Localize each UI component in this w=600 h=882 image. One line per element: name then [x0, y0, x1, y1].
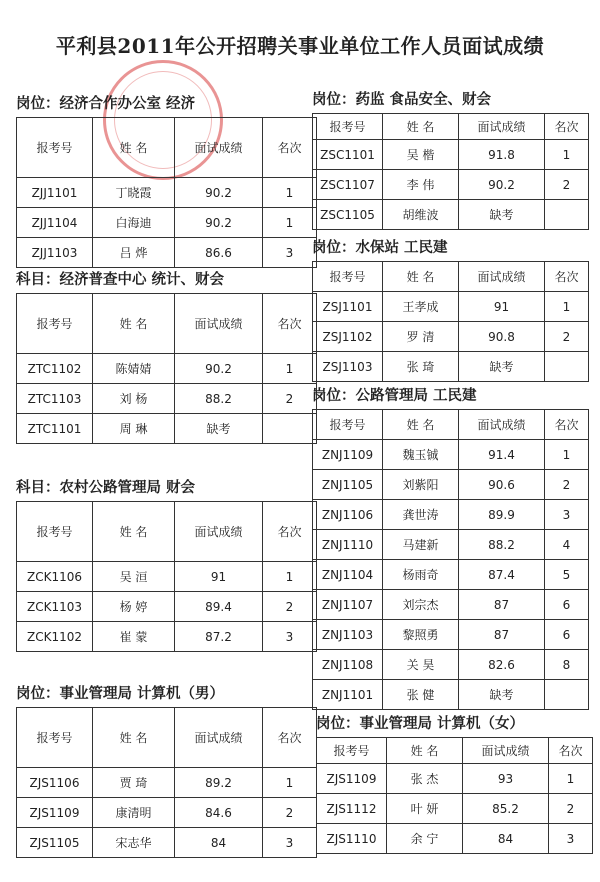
table-cell: 91 — [175, 562, 263, 592]
table-cell: 缺考 — [459, 200, 545, 230]
table-cell: ZNJ1105 — [313, 470, 383, 500]
table-row — [317, 764, 593, 794]
table-row — [17, 592, 317, 622]
column-header: 报考号 — [313, 410, 383, 440]
table-cell: 6 — [545, 620, 589, 650]
score-section — [316, 712, 593, 854]
table-cell: 91.4 — [459, 440, 545, 470]
table-cell: ZJS1109 — [17, 798, 93, 828]
table-cell: 张 琦 — [383, 352, 459, 382]
header-row — [317, 738, 593, 764]
table-cell: 88.2 — [175, 384, 263, 414]
table-row — [313, 292, 589, 322]
header-row — [313, 410, 589, 440]
table-cell: 吕 烨 — [93, 238, 175, 268]
table-cell: 周 琳 — [93, 414, 175, 444]
table-row — [313, 470, 589, 500]
table-cell: 1 — [263, 208, 317, 238]
table-row — [313, 140, 589, 170]
table-cell: 2 — [263, 798, 317, 828]
table-cell: 88.2 — [459, 530, 545, 560]
score-table — [16, 501, 317, 652]
table-row — [17, 768, 317, 798]
column-header: 面试成绩 — [175, 502, 263, 562]
score-table — [16, 707, 317, 858]
table-cell: 87.4 — [459, 560, 545, 590]
column-header: 面试成绩 — [175, 294, 263, 354]
table-cell: 张 杰 — [387, 764, 463, 794]
column-header: 报考号 — [313, 262, 383, 292]
table-cell: 张 健 — [383, 680, 459, 710]
table-row — [313, 530, 589, 560]
table-cell: ZSJ1102 — [313, 322, 383, 352]
table-cell: 缺考 — [175, 414, 263, 444]
table-cell: ZJS1112 — [317, 794, 387, 824]
table-cell: 1 — [545, 440, 589, 470]
table-cell: 1 — [545, 140, 589, 170]
table-row — [313, 500, 589, 530]
table-cell: 2 — [545, 322, 589, 352]
table-cell — [545, 680, 589, 710]
section-heading: 岗位：药监 食品安全、财会 — [312, 91, 492, 108]
table-cell: 84.6 — [175, 798, 263, 828]
table-cell: ZJJ1101 — [17, 178, 93, 208]
column-header: 名次 — [545, 114, 589, 140]
column-header: 姓 名 — [93, 118, 175, 178]
table-cell: 2 — [263, 592, 317, 622]
table-cell: ZTC1101 — [17, 414, 93, 444]
table-row — [17, 622, 317, 652]
table-row — [17, 178, 317, 208]
table-cell: 90.8 — [459, 322, 545, 352]
table-cell: 89.2 — [175, 768, 263, 798]
table-row — [17, 384, 317, 414]
header-row — [17, 502, 317, 562]
column-header: 报考号 — [313, 114, 383, 140]
table-cell: ZCK1102 — [17, 622, 93, 652]
table-cell: 1 — [263, 562, 317, 592]
score-section — [312, 236, 589, 382]
column-header: 姓 名 — [383, 410, 459, 440]
table-cell: 康清明 — [93, 798, 175, 828]
table-cell: ZJJ1103 — [17, 238, 93, 268]
table-cell: 90.2 — [175, 178, 263, 208]
column-header: 名次 — [549, 738, 593, 764]
column-header: 姓 名 — [383, 114, 459, 140]
table-cell: 罗 清 — [383, 322, 459, 352]
table-cell: 刘紫阳 — [383, 470, 459, 500]
table-cell: 王孝成 — [383, 292, 459, 322]
column-header: 面试成绩 — [459, 114, 545, 140]
table-cell: 贾 琦 — [93, 768, 175, 798]
table-cell: 85.2 — [463, 794, 549, 824]
section-heading: 科目：农村公路管理局 财会 — [16, 479, 196, 496]
column-header: 名次 — [263, 118, 317, 178]
column-header: 报考号 — [17, 708, 93, 768]
table-cell: ZSC1101 — [313, 140, 383, 170]
score-section — [16, 682, 317, 858]
column-header: 面试成绩 — [175, 708, 263, 768]
section-heading: 岗位：事业管理局 计算机（男） — [16, 685, 225, 702]
table-cell: 89.9 — [459, 500, 545, 530]
table-cell: 李 伟 — [383, 170, 459, 200]
table-cell: 宋志华 — [93, 828, 175, 858]
table-cell: 关 昊 — [383, 650, 459, 680]
column-header: 面试成绩 — [175, 118, 263, 178]
table-cell: ZNJ1108 — [313, 650, 383, 680]
table-cell: 2 — [263, 384, 317, 414]
table-cell: ZJS1110 — [317, 824, 387, 854]
table-cell: 1 — [549, 764, 593, 794]
column-header: 姓 名 — [93, 708, 175, 768]
table-cell: 胡维波 — [383, 200, 459, 230]
table-cell: 87.2 — [175, 622, 263, 652]
table-cell: 1 — [263, 768, 317, 798]
table-cell: 1 — [545, 292, 589, 322]
table-cell: 丁晓霞 — [93, 178, 175, 208]
section-heading: 岗位：事业管理局 计算机（女） — [316, 715, 525, 732]
table-cell: ZSC1107 — [313, 170, 383, 200]
table-cell — [263, 414, 317, 444]
score-section — [312, 88, 589, 230]
section-heading: 科目：经济普查中心 统计、财会 — [16, 271, 225, 288]
table-cell: ZNJ1103 — [313, 620, 383, 650]
column-header: 名次 — [263, 502, 317, 562]
table-cell: 3 — [545, 500, 589, 530]
table-cell: 2 — [545, 470, 589, 500]
table-cell: 吴 楷 — [383, 140, 459, 170]
table-row — [313, 590, 589, 620]
column-header: 姓 名 — [387, 738, 463, 764]
table-cell: 86.6 — [175, 238, 263, 268]
score-table — [316, 737, 593, 854]
table-cell: 1 — [263, 178, 317, 208]
table-cell: ZNJ1110 — [313, 530, 383, 560]
table-row — [313, 680, 589, 710]
table-cell: 90.6 — [459, 470, 545, 500]
table-row — [17, 798, 317, 828]
table-cell: 93 — [463, 764, 549, 794]
table-cell: 3 — [549, 824, 593, 854]
table-row — [17, 208, 317, 238]
table-cell: 89.4 — [175, 592, 263, 622]
table-row — [313, 440, 589, 470]
table-cell: 84 — [175, 828, 263, 858]
header-row — [17, 708, 317, 768]
table-cell: 5 — [545, 560, 589, 590]
table-cell: 90.2 — [459, 170, 545, 200]
table-cell: 6 — [545, 590, 589, 620]
score-table — [312, 113, 589, 230]
table-row — [313, 352, 589, 382]
section-heading: 岗位：公路管理局 工民建 — [312, 387, 477, 404]
table-row — [17, 562, 317, 592]
table-cell: 91.8 — [459, 140, 545, 170]
column-header: 面试成绩 — [459, 262, 545, 292]
table-cell: 崔 蒙 — [93, 622, 175, 652]
table-cell: 黎照勇 — [383, 620, 459, 650]
section-heading: 岗位：水保站 工民建 — [312, 239, 448, 256]
table-row — [313, 620, 589, 650]
table-cell: ZNJ1104 — [313, 560, 383, 590]
score-section — [312, 384, 589, 710]
table-cell: 3 — [263, 828, 317, 858]
table-cell: 3 — [263, 238, 317, 268]
score-section — [16, 476, 317, 652]
table-cell: 龚世涛 — [383, 500, 459, 530]
table-cell: 陈婧婧 — [93, 354, 175, 384]
column-header: 名次 — [545, 262, 589, 292]
column-header: 姓 名 — [93, 502, 175, 562]
table-cell — [545, 352, 589, 382]
table-row — [17, 354, 317, 384]
table-row — [313, 650, 589, 680]
table-cell: 吴 洹 — [93, 562, 175, 592]
section-heading: 岗位：经济合作办公室 经济 — [16, 95, 196, 112]
column-header: 报考号 — [317, 738, 387, 764]
column-header: 报考号 — [17, 294, 93, 354]
table-cell: ZTC1102 — [17, 354, 93, 384]
score-section — [16, 268, 317, 444]
score-table — [16, 293, 317, 444]
table-cell: ZCK1103 — [17, 592, 93, 622]
score-section — [16, 92, 317, 268]
table-cell: 87 — [459, 590, 545, 620]
table-cell: 刘 杨 — [93, 384, 175, 414]
column-header: 报考号 — [17, 118, 93, 178]
table-cell: 魏玉铖 — [383, 440, 459, 470]
table-cell: ZNJ1101 — [313, 680, 383, 710]
table-cell: ZSJ1101 — [313, 292, 383, 322]
header-row — [313, 262, 589, 292]
table-cell: 87 — [459, 620, 545, 650]
score-table — [16, 117, 317, 268]
table-cell: 2 — [545, 170, 589, 200]
table-cell: 白海迪 — [93, 208, 175, 238]
table-cell: 杨雨奇 — [383, 560, 459, 590]
table-cell: 90.2 — [175, 354, 263, 384]
column-header: 面试成绩 — [459, 410, 545, 440]
table-row — [317, 794, 593, 824]
table-cell: ZJS1109 — [317, 764, 387, 794]
table-cell: 马建新 — [383, 530, 459, 560]
column-header: 姓 名 — [383, 262, 459, 292]
table-cell: 1 — [263, 354, 317, 384]
page-title: 平利县2011年公开招聘关事业单位工作人员面试成绩 — [55, 34, 545, 58]
score-table — [312, 261, 589, 382]
column-header: 名次 — [545, 410, 589, 440]
score-table — [312, 409, 589, 710]
column-header: 名次 — [263, 708, 317, 768]
table-cell: 叶 妍 — [387, 794, 463, 824]
table-cell: ZNJ1106 — [313, 500, 383, 530]
table-row — [17, 414, 317, 444]
table-cell: ZJS1106 — [17, 768, 93, 798]
table-cell: 8 — [545, 650, 589, 680]
table-cell: 2 — [549, 794, 593, 824]
table-cell: 4 — [545, 530, 589, 560]
table-cell: 84 — [463, 824, 549, 854]
table-cell: 缺考 — [459, 352, 545, 382]
table-cell: ZJS1105 — [17, 828, 93, 858]
table-cell: ZJJ1104 — [17, 208, 93, 238]
table-cell: ZNJ1107 — [313, 590, 383, 620]
table-cell: ZSJ1103 — [313, 352, 383, 382]
header-row — [17, 118, 317, 178]
table-cell: ZCK1106 — [17, 562, 93, 592]
table-cell: 缺考 — [459, 680, 545, 710]
table-row — [313, 322, 589, 352]
table-row — [317, 824, 593, 854]
table-cell — [545, 200, 589, 230]
table-cell: ZTC1103 — [17, 384, 93, 414]
column-header: 姓 名 — [93, 294, 175, 354]
table-cell: 3 — [263, 622, 317, 652]
table-cell: ZSC1105 — [313, 200, 383, 230]
table-row — [313, 560, 589, 590]
column-header: 名次 — [263, 294, 317, 354]
table-row — [313, 170, 589, 200]
header-row — [17, 294, 317, 354]
table-cell: 刘宗杰 — [383, 590, 459, 620]
table-cell: ZNJ1109 — [313, 440, 383, 470]
table-cell: 90.2 — [175, 208, 263, 238]
column-header: 面试成绩 — [463, 738, 549, 764]
table-cell: 91 — [459, 292, 545, 322]
table-cell: 杨 婷 — [93, 592, 175, 622]
table-row — [17, 828, 317, 858]
column-header: 报考号 — [17, 502, 93, 562]
table-cell: 82.6 — [459, 650, 545, 680]
table-cell: 余 宁 — [387, 824, 463, 854]
table-row — [313, 200, 589, 230]
header-row — [313, 114, 589, 140]
table-row — [17, 238, 317, 268]
